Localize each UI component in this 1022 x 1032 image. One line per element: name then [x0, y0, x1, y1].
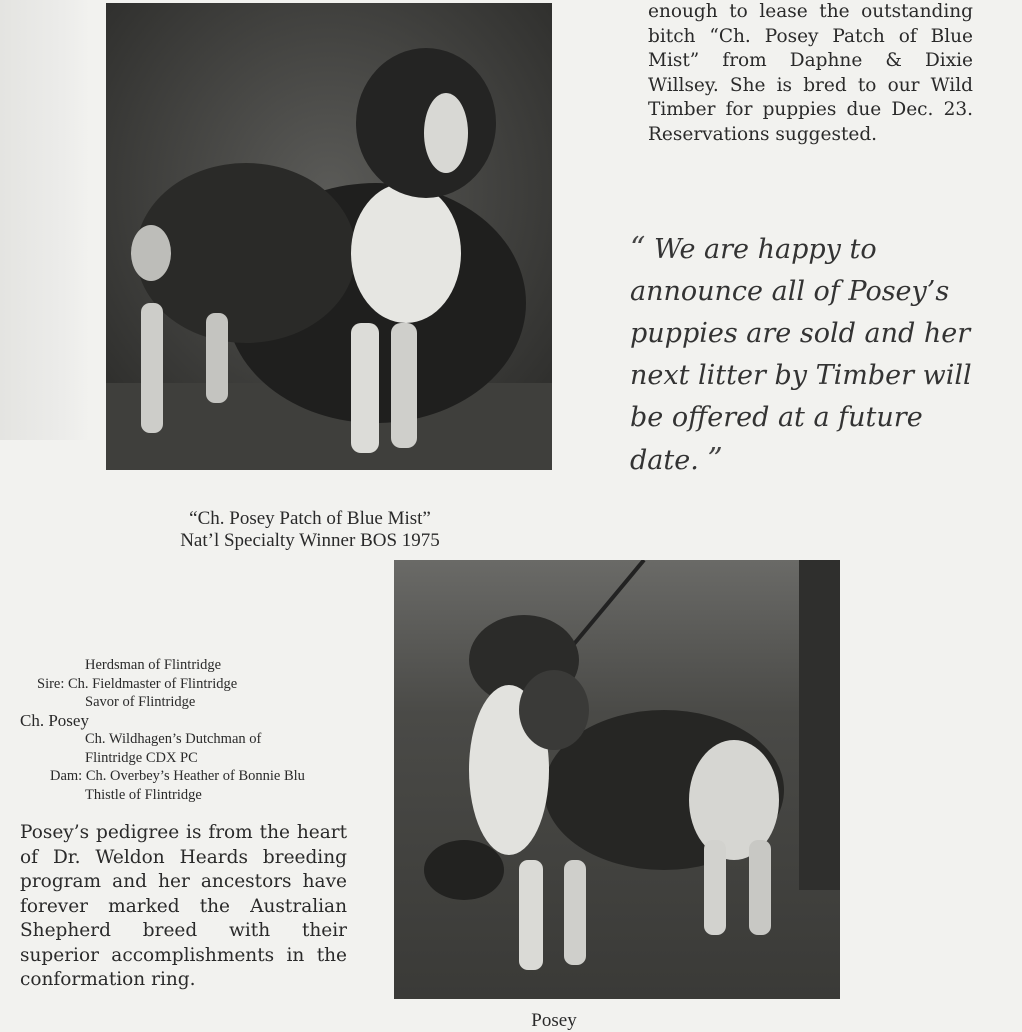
dog-photo-posey [394, 560, 840, 999]
pedigree-dam-dam: Thistle of Flintridge [85, 786, 202, 803]
pedigree-dam: Dam: Ch. Overbey’s Heather of Bonnie Blu [50, 768, 305, 784]
quote-text: We are happy to announce all of Posey’s puppies are sold and her next litter by Timber will be offered at a future date. [630, 234, 972, 476]
quote-open-mark: “ [630, 231, 646, 266]
puppies-quote [630, 228, 1000, 482]
caption-title: “Ch. Posey Patch of Blue Mist” [189, 508, 431, 529]
caption-award: Nat’l Specialty Winner BOS 1975 [180, 530, 440, 551]
quote-close-mark: ” [707, 442, 723, 477]
pedigree-sire-sire: Herdsman of Flintridge [85, 657, 222, 673]
dog-photo-illustration-posey [394, 560, 840, 999]
pedigree-dam-sire-line1: Ch. Wildhagen’s Dutchman of [85, 731, 262, 747]
pedigree-sire: Sire: Ch. Fieldmaster of Flintridge [37, 675, 238, 692]
caption-posey: Posey [531, 1010, 577, 1031]
dog-photo-illustration [106, 3, 552, 470]
pedigree-description: Posey’s pedigree is from the heart of Dr. Weldon Heards breeding program and her ancestors have forever marked the Australian Shepherd breed with their superior accomplishments in the conformation ring. [20, 822, 347, 990]
lease-announcement-text: enough to lease the outstanding bitch “Ch. Posey Patch of Blue Mist” from Daphne & Dixie Willsey. She is bred to our Wild Timber for puppies due Dec. 23. Reservations suggested. [648, 1, 973, 145]
pedigree-dam-sire-line2: Flintridge CDX PC [85, 749, 198, 766]
page-edge [0, 0, 90, 440]
pedigree-chart [20, 656, 370, 804]
pedigree-dog: Ch. Posey [20, 710, 89, 730]
caption-posey-patch [110, 508, 510, 552]
pedigree-sire-dam: Savor of Flintridge [85, 694, 196, 710]
dog-photo-posey-patch [106, 3, 552, 470]
